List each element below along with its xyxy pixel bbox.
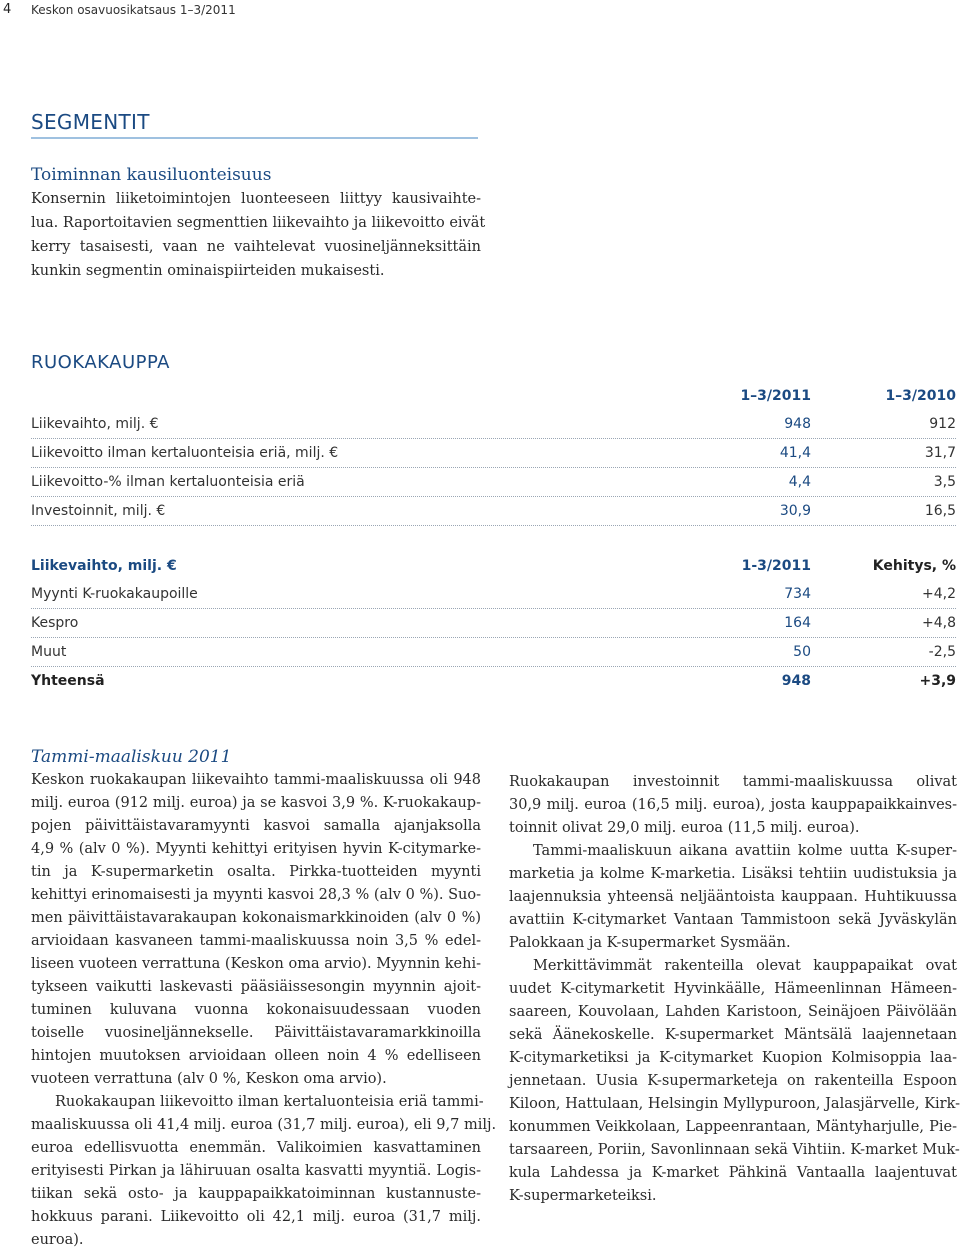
text-line: 30,9 milj. euroa (16,5 milj. euroa), josta kauppapaikkainves- [509, 797, 957, 813]
table-row [31, 497, 956, 526]
text-line: men päivittäistavarakaupan kokonaismarkkinoiden (alv 0 %) [31, 910, 481, 926]
text-line: tarsaareen, Poriin, Savonlinnaan sekä Vihtiin. K-market Muk- [509, 1142, 960, 1158]
text-line: kunkin segmentin ominaispiirteiden mukaisesti. [31, 263, 385, 279]
row-label: Liikevaihto, milj. € [31, 416, 159, 432]
value-2010: 3,5 [933, 474, 956, 490]
text-line: avattiin K-citymarket Vantaan Tammistoon sekä Jyväskylän [509, 912, 957, 928]
table-row [31, 410, 956, 439]
key-figures-table [31, 382, 956, 526]
table-row [31, 439, 956, 468]
table-row [31, 580, 956, 609]
row-label: Myynti K-ruokakaupoille [31, 586, 198, 602]
text-line: tuminen kuluvana vuonna kokonaisuudessaan vuoden [31, 1002, 481, 1018]
value-change: -2,5 [928, 644, 956, 660]
text-line: toinnit olivat 29,0 milj. euroa (11,5 milj. euroa). [509, 820, 860, 836]
page-number: 4 [3, 2, 12, 17]
value-change: +4,2 [922, 586, 956, 602]
header-cell: 1-3/2011 [741, 558, 811, 574]
text-line: arvioidaan kasvaneen tammi-maaliskuussa noin 3,5 % edel- [31, 933, 481, 949]
text-line: kerry tasaisesti, vaan ne vaihtelevat vuosineljänneksittäin [31, 239, 481, 255]
value-sales: 50 [793, 644, 811, 660]
text-line: saareen, Kouvolaan, Lahden Karistoon, Seinäjoen Päivölään [509, 1004, 957, 1020]
value-2011: 41,4 [779, 445, 811, 461]
table-header-row [31, 382, 956, 410]
value-2010: 31,7 [924, 445, 956, 461]
text-line: Kiloon, Hattulaan, Helsingin Myllypuroon, Jalasjärvelle, Kirk- [509, 1096, 960, 1112]
text-line: Ruokakaupan liikevoitto ilman kertaluonteisia eriä tammi- [55, 1094, 484, 1110]
value-2010: 16,5 [924, 503, 956, 519]
text-line: liseen vuoteen verrattuna (Keskon oma arvio). Myynnin kehi- [31, 956, 481, 972]
text-line: Keskon ruokakaupan liikevaihto tammi-maaliskuussa oli 948 [31, 772, 481, 788]
value-sales: 164 [784, 615, 811, 631]
total-change: +3,9 [919, 673, 956, 689]
text-line: uudet K-citymarketit Hyvinkäälle, Hämeenlinnan Hämeen- [509, 981, 957, 997]
table-total-row [31, 667, 956, 695]
section-title-ruokakauppa: RUOKAKAUPPA [31, 352, 170, 373]
row-label: Liikevoitto ilman kertaluonteisia eriä, milj. € [31, 445, 339, 461]
text-line: Konsernin liiketoimintojen luonteeseen liittyy kausivaihte- [31, 191, 481, 207]
body-column-left [31, 769, 497, 1252]
text-line: pojen päivittäistavaramyynti kasvoi samalla ajanjaksolla [31, 818, 481, 834]
text-line: vuoteen verrattuna (alv 0 %, Keskon oma arvio). [31, 1071, 387, 1087]
page-header [0, 0, 960, 24]
text-line: lua. Raportoitavien segmenttien liikevaihto ja liikevoitto eivät [31, 215, 486, 231]
text-line: sekä Äänekoskelle. K-supermarket Mäntsälä laajennetaan [509, 1027, 957, 1043]
period-heading: Tammi-maaliskuu 2011 [31, 747, 232, 767]
text-line: euroa edellisvuotta enemmän. Valikoimien kasvattaminen [31, 1140, 481, 1156]
section-title-segments: SEGMENTIT [31, 110, 150, 134]
header-cell: 1–3/2010 [885, 388, 956, 404]
text-line: erityisesti Pirkan ja lähiruuan osalta kasvatti myyntiä. Logis- [31, 1163, 481, 1179]
value-change: +4,8 [922, 615, 956, 631]
text-line: 4,9 % (alv 0 %). Myynti kehittyi erityisen hyvin K-citymarke- [31, 841, 481, 857]
value-2011: 948 [784, 416, 811, 432]
sales-breakdown-table [31, 552, 956, 695]
value-2011: 30,9 [779, 503, 811, 519]
header-cell: Liikevaihto, milj. € [31, 558, 177, 574]
report-title: Keskon osavuosikatsaus 1–3/2011 [31, 3, 236, 17]
text-line: euroa). [31, 1232, 84, 1248]
total-sales: 948 [781, 673, 811, 689]
row-label: Muut [31, 644, 67, 660]
text-line: tiikan sekä osto- ja kauppapaikkatoiminnan kustannuste- [31, 1186, 481, 1202]
row-label: Kespro [31, 615, 79, 631]
text-line: K-supermarketeiksi. [509, 1188, 657, 1204]
table-header-row [31, 552, 956, 580]
section-divider [31, 137, 478, 139]
text-line: milj. euroa (912 milj. euroa) ja se kasvoi 3,9 %. K-ruokakaup- [31, 795, 481, 811]
text-line: K-citymarketiksi ja K-citymarket Kuopion Kolmisoppia laa- [509, 1050, 957, 1066]
text-line: maaliskuussa oli 41,4 milj. euroa (31,7 milj. euroa), eli 9,7 milj. [31, 1117, 497, 1133]
text-line: kehittyi erinomaisesti ja myynti kasvoi 28,3 % (alv 0 %). Suo- [31, 887, 481, 903]
text-line: Merkittävimmät rakenteilla olevat kauppapaikat ovat [533, 958, 957, 974]
text-line: hokkuus parani. Liikevoitto oli 42,1 milj. euroa (31,7 milj. [31, 1209, 481, 1225]
header-cell: Kehitys, % [872, 558, 956, 574]
text-line: toiselle vuosineljännekselle. Päivittäistavaramarkkinoilla [31, 1025, 481, 1041]
text-line: laajennuksia yhteensä neljääntoista kauppaan. Huhtikuussa [509, 889, 957, 905]
header-cell: 1–3/2011 [740, 388, 811, 404]
value-sales: 734 [784, 586, 811, 602]
text-line: Ruokakaupan investoinnit tammi-maaliskuussa olivat [509, 774, 957, 790]
value-2010: 912 [929, 416, 956, 432]
seasonality-heading: Toiminnan kausiluonteisuus [31, 165, 272, 185]
text-line: tin ja K-supermarketin osalta. Pirkka-tuotteiden myynti [31, 864, 481, 880]
text-line: konummen Veikkolaan, Lappeenrantaan, Mäntyharjulle, Pie- [509, 1119, 957, 1135]
text-line: kula Lahdessa ja K-market Pähkinä Vantaalla laajentuvat [509, 1165, 957, 1181]
text-line: jennetaan. Uusia K-supermarketeja on rakenteilla Espoon [509, 1073, 957, 1089]
text-line: hintojen muutoksen arvioidaan olleen noin 4 % edelliseen [31, 1048, 481, 1064]
seasonality-paragraph [31, 187, 486, 283]
total-label: Yhteensä [31, 673, 105, 689]
text-line: Tammi-maaliskuun aikana avattiin kolme uutta K-super- [533, 843, 957, 859]
table-row [31, 638, 956, 667]
table-row [31, 609, 956, 638]
body-column-right [509, 771, 960, 1208]
row-label: Liikevoitto-% ilman kertaluonteisia eriä [31, 474, 305, 490]
text-line: tykseen vaikutti laskevasti pääsiäissesongin myynnin ajoit- [31, 979, 481, 995]
text-line: marketia ja kolme K-marketia. Lisäksi tehtiin uudistuksia ja [509, 866, 957, 882]
value-2011: 4,4 [788, 474, 811, 490]
text-line: Palokkaan ja K-supermarket Sysmään. [509, 935, 791, 951]
table-row [31, 468, 956, 497]
row-label: Investoinnit, milj. € [31, 503, 166, 519]
